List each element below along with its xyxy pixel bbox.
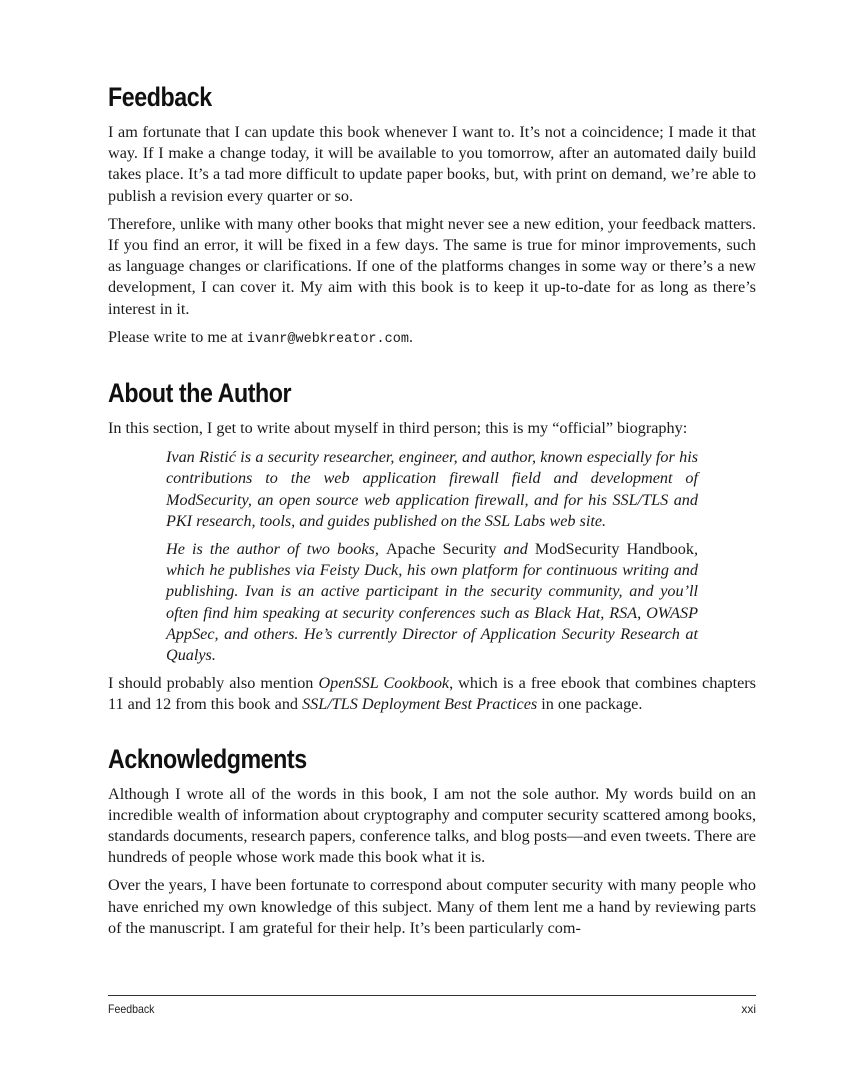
- mention-text: , which is a free ebook that combines chapters 11 and 12 from this book and: [108, 674, 756, 714]
- book-title-openssl-cookbook: OpenSSL Cookbook: [318, 674, 450, 693]
- feedback-contact-end: .: [408, 327, 413, 346]
- page-content: [108, 80, 756, 939]
- book-title-apache-security: Apache Security: [385, 540, 497, 559]
- author-email: ivanr@webkreator.com: [246, 331, 409, 347]
- feedback-paragraph-2: Therefore, unlike with many other books that might never see a new edition, your feedback matters. If you find an error, it will be fixed in a few days. The same is true for minor improvements, such as language changes or clarifications. If one of the platforms changes in some way or there’s a new development, I can cover it. My aim with this book is to keep it up-to-date for as long as there’s interest in it.: [108, 214, 756, 318]
- acknowledgments-paragraph-1: Although I wrote all of the words in this book, I am not the sole author. My words build on an incredible wealth of information about cryptography and computer security scattered among books, standards documents, research papers, conference talks, and blog posts—and even tweets. There are hundreds of people whose work made this book what it is.: [108, 784, 756, 867]
- footer-rule: [108, 995, 756, 996]
- footer-page-number: xxi: [741, 1002, 756, 1016]
- biography-paragraph-2: [166, 539, 698, 666]
- feedback-contact-text: Please write to me at: [108, 327, 247, 346]
- biography-text: He is the author of two books,: [166, 540, 386, 559]
- feedback-heading: Feedback: [108, 82, 212, 112]
- feedback-paragraph-3: [108, 327, 756, 350]
- feedback-paragraph-1: I am fortunate that I can update this book whenever I want to. It’s not a coincidence; I made it that way. If I make a change today, it will be available to you tomorrow, after an automated daily build takes place. It’s a tad more difficult to update paper books, but, with print on demand, we’re able to publish a revision every quarter or so.: [108, 123, 756, 205]
- acknowledgments-paragraph-2: Over the years, I have been fortunate to correspond about computer security with many people who have enriched my own knowledge of this subject. Many of them lent me a hand by reviewing parts of the manuscript. I am grateful for their help. It’s been particularly com-: [108, 876, 756, 937]
- author-biography: [166, 447, 698, 666]
- book-title-modsecurity-handbook: ModSecurity Handbook: [534, 540, 694, 559]
- footer-section-title: Feedback: [108, 1002, 155, 1016]
- biography-text: and: [496, 540, 535, 559]
- mention-text: I should probably also mention: [108, 674, 319, 693]
- about-author-heading: About the Author: [108, 378, 292, 409]
- mention-text: in one package.: [537, 695, 643, 714]
- book-title-deployment-best-practices: SSL/TLS Deployment Best Practices: [302, 695, 538, 714]
- about-author-intro: In this section, I get to write about myself in third person; this is my “official” biography:: [108, 419, 688, 438]
- other-books-paragraph: [108, 673, 756, 715]
- biography-text: , which he publishes via Feisty Duck, his own platform for continuous writing and publishing. Ivan is an active participant in the security community, and you’ll often find him speaking at security conferences such as Black Hat, RSA, OWASP AppSec, and others. He’s currently Director of Application Security Research at Qualys.: [166, 540, 698, 665]
- acknowledgments-heading: Acknowledgments: [108, 743, 307, 774]
- biography-paragraph-1: Ivan Ristić is a security researcher, engineer, and author, known especially for his contributions to the web application firewall field and development of ModSecurity, an open source web application firewall, and for his SSL/TLS and PKI research, tools, and guides published on the SSL Labs web site.: [166, 448, 698, 530]
